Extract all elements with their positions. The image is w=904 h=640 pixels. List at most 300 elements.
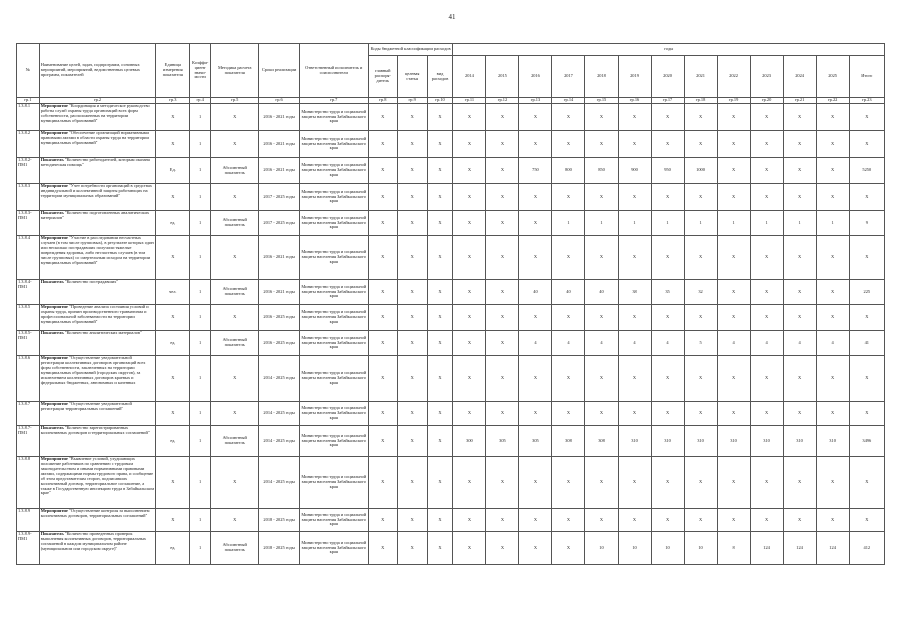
row-year-value: 310 bbox=[816, 426, 849, 457]
row-year-value: Х bbox=[453, 211, 486, 236]
table-row bbox=[17, 104, 885, 131]
row-kind: Показатель bbox=[40, 425, 64, 430]
row-responsible: Министерство труда и социальной защиты населения Забайкальского края bbox=[299, 331, 368, 356]
row-year-value: Х bbox=[783, 104, 816, 131]
row-year-value: 900 bbox=[618, 158, 651, 184]
header-year: 2023 bbox=[750, 56, 783, 98]
row-code: 1.3.8.4 bbox=[17, 236, 40, 280]
row-method: Х bbox=[210, 402, 258, 426]
row-description bbox=[39, 236, 156, 280]
row-responsible: Министерство труда и социальной защиты населения Забайкальского края bbox=[299, 532, 368, 565]
column-number: гр.10 bbox=[427, 98, 453, 104]
row-budget-code: Х bbox=[368, 104, 397, 131]
column-number: гр.16 bbox=[618, 98, 651, 104]
row-responsible: Министерство труда и социальной защиты населения Забайкальского края bbox=[299, 426, 368, 457]
column-number: гр.6 bbox=[259, 98, 299, 104]
row-method: Абсолютный показатель bbox=[210, 331, 258, 356]
row-method: Х bbox=[210, 305, 258, 331]
row-year-value: 10 bbox=[585, 532, 618, 565]
row-terms: 2016 - 2021 годы bbox=[259, 280, 299, 305]
row-method: Х bbox=[210, 356, 258, 402]
row-terms: 2014 - 2025 годы bbox=[259, 402, 299, 426]
row-budget-code: Х bbox=[368, 305, 397, 331]
row-coef: 1 bbox=[190, 305, 211, 331]
row-coef: 1 bbox=[190, 236, 211, 280]
row-year-value: Х bbox=[486, 236, 519, 280]
row-year-value: 4 bbox=[651, 331, 684, 356]
row-total: 412 bbox=[849, 532, 884, 565]
row-budget-code: Х bbox=[368, 402, 397, 426]
column-number: гр.21 bbox=[783, 98, 816, 104]
row-unit: Х bbox=[156, 305, 190, 331]
row-total: Х bbox=[849, 184, 884, 211]
row-year-value: 1 bbox=[684, 211, 717, 236]
row-year-value: Х bbox=[585, 184, 618, 211]
row-year-value: Х bbox=[585, 509, 618, 532]
row-year-value: 1 bbox=[651, 211, 684, 236]
row-year-value: Х bbox=[783, 236, 816, 280]
header-year: 2018 bbox=[585, 56, 618, 98]
row-method: Абсолютный показатель bbox=[210, 426, 258, 457]
row-year-value: 310 bbox=[717, 426, 750, 457]
row-year-value: Х bbox=[750, 131, 783, 158]
row-coef: 1 bbox=[190, 356, 211, 402]
row-terms: 2018 - 2025 годы bbox=[259, 532, 299, 565]
row-unit: Х bbox=[156, 509, 190, 532]
row-year-value: 10 bbox=[618, 532, 651, 565]
row-budget-code: Х bbox=[397, 305, 427, 331]
row-code: 1.3.8.1 bbox=[17, 104, 40, 131]
row-description bbox=[39, 402, 156, 426]
row-budget-code: Х bbox=[368, 331, 397, 356]
row-budget-code: Х bbox=[368, 356, 397, 402]
row-year-value: Х bbox=[750, 402, 783, 426]
row-year-value: Х bbox=[486, 509, 519, 532]
row-budget-code: Х bbox=[427, 457, 453, 509]
column-number: гр.22 bbox=[816, 98, 849, 104]
row-kind: Показатель bbox=[40, 210, 64, 215]
row-kind: Показатель bbox=[40, 157, 64, 162]
row-budget-code: Х bbox=[397, 457, 427, 509]
row-year-value: Х bbox=[618, 356, 651, 402]
row-year-value: 1 bbox=[783, 211, 816, 236]
row-unit: Ед. bbox=[156, 158, 190, 184]
row-year-value: Х bbox=[552, 236, 585, 280]
row-text: "Выявление условий, ухудшающих положение работников по сравнению с трудовым законодательством и иными нормативными правовыми актами, содержащими нормы трудового права, и сообщение об этом представителям сторон, подписавших коллективный договор, территориальное соглашение, а также в Государственную инспекцию труда в Забайкальском крае" bbox=[40, 456, 155, 496]
row-method: Абсолютный показатель bbox=[210, 211, 258, 236]
row-year-value: Х bbox=[519, 305, 552, 331]
column-number: гр.8 bbox=[368, 98, 397, 104]
row-kind: Мероприятие bbox=[40, 456, 68, 461]
row-coef: 1 bbox=[190, 331, 211, 356]
header-budget-col: целевая статья bbox=[397, 56, 427, 98]
row-year-value: Х bbox=[486, 457, 519, 509]
header-budget-col: вид расходов bbox=[427, 56, 453, 98]
row-year-value: 1 bbox=[816, 211, 849, 236]
header-name: Наименование целей, задач, подпрограмм, основных мероприятий, мероприятий, ведомственных целевых программ, показателей bbox=[39, 44, 156, 98]
row-text: "Проведение анализа состояния условий и охраны труда, причин производственного травматизма и профессиональной заболеваемости на территории муниципальных образований" bbox=[40, 304, 149, 324]
row-responsible: Министерство труда и социальной защиты населения Забайкальского края bbox=[299, 305, 368, 331]
header-year: 2019 bbox=[618, 56, 651, 98]
row-year-value: Х bbox=[651, 402, 684, 426]
row-description bbox=[39, 158, 156, 184]
column-number: гр.5 bbox=[210, 98, 258, 104]
header-budget-col: главный распоря-дитель bbox=[368, 56, 397, 98]
row-budget-code: Х bbox=[427, 280, 453, 305]
row-year-value: Х bbox=[453, 457, 486, 509]
column-number: гр.12 bbox=[486, 98, 519, 104]
row-responsible: Министерство труда и социальной защиты населения Забайкальского края bbox=[299, 131, 368, 158]
row-year-value: Х bbox=[717, 131, 750, 158]
row-kind: Мероприятие bbox=[40, 401, 68, 406]
row-year-value: Х bbox=[651, 104, 684, 131]
row-year-value: Х bbox=[816, 356, 849, 402]
row-kind: Мероприятие bbox=[40, 304, 68, 309]
header-total: Итого bbox=[849, 56, 884, 98]
row-year-value: Х bbox=[783, 184, 816, 211]
row-code: 1.3.8.7-ПМ1 bbox=[17, 426, 40, 457]
row-code: 1.3.8.9 bbox=[17, 509, 40, 532]
row-year-value: Х bbox=[717, 356, 750, 402]
row-budget-code: Х bbox=[368, 457, 397, 509]
row-year-value: Х bbox=[453, 356, 486, 402]
row-year-value: Х bbox=[816, 236, 849, 280]
row-budget-code: Х bbox=[427, 184, 453, 211]
row-year-value: 750 bbox=[519, 158, 552, 184]
row-year-value: Х bbox=[684, 184, 717, 211]
row-year-value: Х bbox=[453, 280, 486, 305]
row-year-value: Х bbox=[486, 211, 519, 236]
header-num: № bbox=[17, 44, 40, 98]
row-year-value: Х bbox=[453, 532, 486, 565]
row-method: Абсолютный показатель bbox=[210, 158, 258, 184]
row-year-value: Х bbox=[486, 402, 519, 426]
row-year-value: Х bbox=[783, 131, 816, 158]
row-total: 9 bbox=[849, 211, 884, 236]
row-year-value: Х bbox=[783, 402, 816, 426]
row-year-value: Х bbox=[816, 305, 849, 331]
row-year-value: 950 bbox=[651, 158, 684, 184]
row-kind: Показатель bbox=[40, 279, 64, 284]
row-year-value: Х bbox=[717, 158, 750, 184]
row-year-value: Х bbox=[750, 356, 783, 402]
row-year-value: 4 bbox=[585, 331, 618, 356]
row-year-value: Х bbox=[552, 184, 585, 211]
row-budget-code: Х bbox=[368, 509, 397, 532]
row-year-value: Х bbox=[519, 532, 552, 565]
row-total: Х bbox=[849, 402, 884, 426]
row-year-value: Х bbox=[684, 509, 717, 532]
row-year-value: Х bbox=[552, 457, 585, 509]
row-year-value: Х bbox=[519, 131, 552, 158]
row-year-value: Х bbox=[618, 184, 651, 211]
row-code: 1.3.8.2 bbox=[17, 131, 40, 158]
row-year-value: 1 bbox=[717, 211, 750, 236]
row-responsible: Министерство труда и социальной защиты населения Забайкальского края bbox=[299, 104, 368, 131]
row-unit: Х bbox=[156, 184, 190, 211]
row-year-value: Х bbox=[453, 509, 486, 532]
row-year-value: Х bbox=[519, 509, 552, 532]
row-year-value: Х bbox=[453, 305, 486, 331]
row-year-value: 124 bbox=[750, 532, 783, 565]
table-row bbox=[17, 131, 885, 158]
header-year: 2024 bbox=[783, 56, 816, 98]
row-year-value: 1000 bbox=[684, 158, 717, 184]
row-budget-code: Х bbox=[397, 280, 427, 305]
row-year-value: 310 bbox=[783, 426, 816, 457]
row-coef: 1 bbox=[190, 211, 211, 236]
header-unit: Единица измерения показателя bbox=[156, 44, 190, 98]
row-year-value: Х bbox=[684, 457, 717, 509]
row-kind: Мероприятие bbox=[40, 130, 68, 135]
row-year-value: Х bbox=[552, 509, 585, 532]
row-terms: 2017 - 2025 годы bbox=[259, 211, 299, 236]
row-year-value: Х bbox=[717, 457, 750, 509]
row-year-value: Х bbox=[684, 356, 717, 402]
row-unit: ед. bbox=[156, 211, 190, 236]
row-year-value: Х bbox=[750, 184, 783, 211]
row-year-value: Х bbox=[618, 402, 651, 426]
row-year-value: 800 bbox=[552, 158, 585, 184]
row-budget-code: Х bbox=[368, 426, 397, 457]
row-year-value: 5 bbox=[684, 331, 717, 356]
table-row bbox=[17, 402, 885, 426]
row-year-value: Х bbox=[552, 131, 585, 158]
row-budget-code: Х bbox=[368, 532, 397, 565]
row-responsible: Министерство труда и социальной защиты населения Забайкальского края bbox=[299, 158, 368, 184]
row-code: 1.3.8.5 bbox=[17, 305, 40, 331]
row-year-value: Х bbox=[618, 236, 651, 280]
row-kind: Мероприятие bbox=[40, 183, 68, 188]
row-total: 41 bbox=[849, 331, 884, 356]
row-budget-code: Х bbox=[397, 509, 427, 532]
row-year-value: 4 bbox=[618, 331, 651, 356]
table-row bbox=[17, 184, 885, 211]
row-year-value: 40 bbox=[585, 280, 618, 305]
row-kind: Мероприятие bbox=[40, 103, 68, 108]
row-year-value: Х bbox=[816, 280, 849, 305]
row-budget-code: Х bbox=[397, 356, 427, 402]
row-text: "Обеспечение организаций нормативными правовыми актами в области охраны труда на территории муниципальных образований" bbox=[40, 130, 149, 145]
row-kind: Мероприятие bbox=[40, 235, 68, 240]
row-code: 1.3.8.6 bbox=[17, 356, 40, 402]
column-number: гр.23 bbox=[849, 98, 884, 104]
row-year-value: Х bbox=[750, 104, 783, 131]
row-description bbox=[39, 184, 156, 211]
row-year-value: Х bbox=[453, 104, 486, 131]
row-budget-code: Х bbox=[427, 104, 453, 131]
row-budget-code: Х bbox=[427, 305, 453, 331]
row-budget-code: Х bbox=[368, 184, 397, 211]
row-year-value: Х bbox=[816, 184, 849, 211]
row-method: Х bbox=[210, 104, 258, 131]
row-year-value: Х bbox=[519, 457, 552, 509]
row-year-value: Х bbox=[453, 158, 486, 184]
row-year-value: 40 bbox=[519, 280, 552, 305]
row-year-value: 40 bbox=[552, 280, 585, 305]
row-year-value: 4 bbox=[750, 331, 783, 356]
row-year-value: Х bbox=[684, 305, 717, 331]
row-budget-code: Х bbox=[368, 236, 397, 280]
row-responsible: Министерство труда и социальной защиты населения Забайкальского края bbox=[299, 211, 368, 236]
row-year-value: Х bbox=[816, 402, 849, 426]
row-kind: Мероприятие bbox=[40, 355, 68, 360]
row-code: 1.3.8.3-ПМ1 bbox=[17, 211, 40, 236]
row-year-value: Х bbox=[618, 509, 651, 532]
row-year-value: 300 bbox=[453, 426, 486, 457]
row-year-value: Х bbox=[816, 158, 849, 184]
row-code: 1.3.8.4-ПМ1 bbox=[17, 280, 40, 305]
row-year-value: 305 bbox=[519, 426, 552, 457]
row-total: 225 bbox=[849, 280, 884, 305]
column-number: гр.18 bbox=[684, 98, 717, 104]
row-text: "Количество проведенных проверок выполнения коллективных договоров, территориальных соглашений в каждом муниципальном районе (муниципальном или городском округе)" bbox=[40, 531, 146, 551]
header-budget-group: Коды бюджетной классификации расходов bbox=[368, 44, 453, 56]
row-coef: 1 bbox=[190, 402, 211, 426]
row-unit: чел. bbox=[156, 280, 190, 305]
row-year-value: Х bbox=[585, 131, 618, 158]
row-budget-code: Х bbox=[427, 236, 453, 280]
row-year-value: Х bbox=[519, 184, 552, 211]
column-number: гр.19 bbox=[717, 98, 750, 104]
row-coef: 1 bbox=[190, 457, 211, 509]
row-year-value: Х bbox=[453, 402, 486, 426]
row-year-value: Х bbox=[783, 158, 816, 184]
table-row bbox=[17, 457, 885, 509]
row-year-value: Х bbox=[618, 305, 651, 331]
row-year-value: 4 bbox=[783, 331, 816, 356]
row-text: "Осуществление уведомительной регистрации коллективных договоров организаций всех форм собственности, заключенных на территории муниципальных образований (городских округов), за исключением коллективных договоров краевых и федеральных бюджетных, автономных и казенных bbox=[40, 355, 146, 385]
row-code: 1.3.8.3 bbox=[17, 184, 40, 211]
table-row bbox=[17, 211, 885, 236]
row-budget-code: Х bbox=[368, 211, 397, 236]
row-unit: ед. bbox=[156, 426, 190, 457]
column-number: гр.14 bbox=[552, 98, 585, 104]
row-code: 1.3.8.2-ПМ1 bbox=[17, 158, 40, 184]
row-year-value: 1 bbox=[750, 211, 783, 236]
row-year-value: 35 bbox=[651, 280, 684, 305]
row-description bbox=[39, 305, 156, 331]
header-coef: Коэффи-циент значи-мости bbox=[190, 44, 211, 98]
row-budget-code: Х bbox=[427, 131, 453, 158]
row-budget-code: Х bbox=[397, 426, 427, 457]
row-responsible: Министерство труда и социальной защиты населения Забайкальского края bbox=[299, 402, 368, 426]
column-number: гр.3 bbox=[156, 98, 190, 104]
row-total: Х bbox=[849, 104, 884, 131]
table-row bbox=[17, 331, 885, 356]
column-number: гр.13 bbox=[519, 98, 552, 104]
row-budget-code: Х bbox=[368, 131, 397, 158]
row-year-value: Х bbox=[684, 131, 717, 158]
row-year-value: Х bbox=[453, 131, 486, 158]
row-responsible: Министерство труда и социальной защиты населения Забайкальского края bbox=[299, 509, 368, 532]
row-year-value: 310 bbox=[651, 426, 684, 457]
row-budget-code: Х bbox=[427, 331, 453, 356]
row-unit: Х bbox=[156, 104, 190, 131]
header-year: 2025 bbox=[816, 56, 849, 98]
row-kind: Мероприятие bbox=[40, 508, 68, 513]
row-year-value: 305 bbox=[486, 426, 519, 457]
row-year-value: 10 bbox=[651, 532, 684, 565]
row-terms: 2017 - 2025 годы bbox=[259, 184, 299, 211]
row-method: Х bbox=[210, 457, 258, 509]
row-terms: 2016 - 2021 годы bbox=[259, 236, 299, 280]
row-year-value: Х bbox=[651, 305, 684, 331]
row-year-value: 850 bbox=[585, 158, 618, 184]
row-total: 5250 bbox=[849, 158, 884, 184]
row-year-value: Х bbox=[552, 356, 585, 402]
column-number: гр.20 bbox=[750, 98, 783, 104]
row-method: Х bbox=[210, 236, 258, 280]
row-total: Х bbox=[849, 457, 884, 509]
row-year-value: Х bbox=[552, 402, 585, 426]
row-year-value: Х bbox=[585, 104, 618, 131]
row-method: Х bbox=[210, 131, 258, 158]
row-year-value: Х bbox=[486, 280, 519, 305]
row-unit: ед. bbox=[156, 331, 190, 356]
table-row bbox=[17, 305, 885, 331]
row-year-value: Х bbox=[651, 236, 684, 280]
row-year-value: Х bbox=[816, 509, 849, 532]
row-text: "Учет потребности организаций в средствах индивидуальной и коллективной защиты работающих на территории муниципальных образований" bbox=[40, 183, 152, 198]
row-year-value: Х bbox=[618, 131, 651, 158]
row-year-value: 308 bbox=[552, 426, 585, 457]
row-coef: 1 bbox=[190, 131, 211, 158]
row-unit: Х bbox=[156, 236, 190, 280]
row-budget-code: Х bbox=[397, 532, 427, 565]
row-responsible: Министерство труда и социальной защиты населения Забайкальского края bbox=[299, 236, 368, 280]
row-year-value: 4 bbox=[519, 331, 552, 356]
row-kind: Показатель bbox=[40, 531, 64, 536]
row-budget-code: Х bbox=[397, 331, 427, 356]
column-number: гр.17 bbox=[651, 98, 684, 104]
header-year: 2014 bbox=[453, 56, 486, 98]
row-budget-code: Х bbox=[397, 184, 427, 211]
row-budget-code: Х bbox=[427, 426, 453, 457]
row-coef: 1 bbox=[190, 426, 211, 457]
row-year-value: 32 bbox=[684, 280, 717, 305]
row-year-value: Х bbox=[816, 131, 849, 158]
row-text: "Количество работодателей, которым оказана методическая помощь" bbox=[40, 157, 150, 167]
row-year-value: Х bbox=[486, 356, 519, 402]
row-year-value: Х bbox=[750, 457, 783, 509]
row-description bbox=[39, 356, 156, 402]
row-year-value: Х bbox=[783, 280, 816, 305]
row-description bbox=[39, 457, 156, 509]
row-year-value: Х bbox=[486, 331, 519, 356]
row-terms: 2016 - 2025 годы bbox=[259, 305, 299, 331]
row-description bbox=[39, 131, 156, 158]
row-year-value: 124 bbox=[816, 532, 849, 565]
row-year-value: Х bbox=[717, 280, 750, 305]
row-year-value: Х bbox=[783, 457, 816, 509]
row-budget-code: Х bbox=[427, 356, 453, 402]
row-budget-code: Х bbox=[397, 402, 427, 426]
row-responsible: Министерство труда и социальной защиты населения Забайкальского края bbox=[299, 280, 368, 305]
table-row bbox=[17, 280, 885, 305]
header-years-group: годы bbox=[453, 44, 885, 56]
row-total: Х bbox=[849, 356, 884, 402]
row-coef: 1 bbox=[190, 280, 211, 305]
row-kind: Показатель bbox=[40, 330, 64, 335]
header-terms: Сроки реализации bbox=[259, 44, 299, 98]
row-description bbox=[39, 426, 156, 457]
row-method: Х bbox=[210, 184, 258, 211]
row-text: "Количество зарегистрированных коллективных договоров и территориальных соглашений" bbox=[40, 425, 150, 435]
row-year-value: Х bbox=[816, 457, 849, 509]
row-year-value: Х bbox=[750, 158, 783, 184]
row-terms: 2014 - 2025 годы bbox=[259, 426, 299, 457]
